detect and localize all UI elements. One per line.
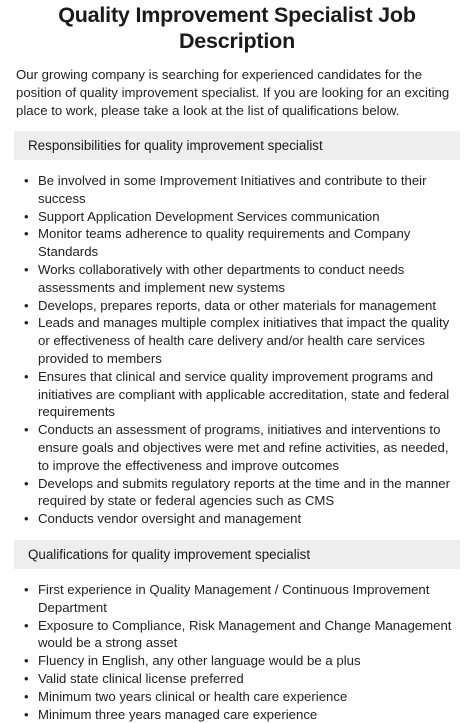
bullet-icon: •: [24, 475, 29, 491]
bullet-icon: •: [24, 581, 29, 597]
list-item-text: Support Application Development Services communication: [38, 208, 380, 224]
qualifications-heading: Qualifications for quality improvement specialist: [14, 540, 460, 569]
bullet-icon: •: [24, 653, 29, 669]
bullet-icon: •: [24, 173, 29, 188]
list-item: [24, 475, 458, 511]
list-item-text: Develops, prepares reports, data or other materials for management: [38, 297, 437, 313]
bullet-icon: •: [24, 297, 29, 313]
bullet-icon: •: [24, 315, 29, 331]
list-item-text: Leads and manages multiple complex initiatives that impact the quality or effectiveness of health care delivery and/or health care services provided to members: [38, 315, 450, 366]
list-item: [24, 314, 458, 367]
list-item: [24, 706, 458, 723]
qualifications-list: [16, 581, 458, 723]
list-item-text: Works collaboratively with other departments to conduct needs assessments and implement new systems: [38, 261, 405, 295]
bullet-icon: •: [24, 688, 29, 704]
list-item-text: Minimum three years managed care experience: [38, 706, 318, 722]
bullet-icon: •: [24, 261, 29, 277]
list-item: [24, 225, 458, 261]
list-item: [24, 208, 458, 226]
list-item: [24, 670, 458, 688]
list-item-text: Valid state clinical license preferred: [38, 670, 244, 686]
list-item-text: Develops and submits regulatory reports at the time and in the manner required by state or federal agencies such as CMS: [38, 475, 450, 509]
list-item: [24, 510, 458, 528]
list-item: [24, 172, 458, 208]
bullet-icon: •: [24, 511, 29, 527]
bullet-icon: •: [24, 617, 29, 633]
list-item-text: Exposure to Compliance, Risk Management and Change Management would be a strong asset: [38, 617, 452, 651]
responsibilities-list: [16, 172, 458, 528]
list-item: [24, 581, 458, 617]
list-item-text: Be involved in some Improvement Initiatives and contribute to their success: [38, 173, 427, 206]
list-item-text: Conducts an assessment of programs, initiatives and interventions to ensure goals and objectives were met and refine activities, as needed, to improve the effectiveness and improve outcomes: [38, 422, 449, 473]
bullet-icon: •: [24, 208, 29, 224]
list-item: [24, 652, 458, 670]
list-item: [24, 688, 458, 706]
list-item-text: Fluency in English, any other language would be a plus: [38, 653, 361, 669]
list-item-text: Minimum two years clinical or health care experience: [38, 688, 348, 704]
page-title: Quality Improvement Specialist Job Description: [58, 3, 416, 53]
bullet-icon: •: [24, 422, 29, 438]
list-item-text: First experience in Quality Management / Continuous Improvement Department: [38, 581, 430, 615]
bullet-icon: •: [24, 706, 29, 722]
list-item: [24, 261, 458, 297]
bullet-icon: •: [24, 368, 29, 384]
list-item-text: Monitor teams adherence to quality requirements and Company Standards: [38, 226, 411, 260]
list-item: [24, 368, 458, 421]
responsibilities-heading: Responsibilities for quality improvement specialist: [14, 131, 460, 160]
intro-paragraph: Our growing company is searching for experienced candidates for the position of quality improvement specialist. If you are looking for an exciting place to work, please take a look at the list of qualifications below.: [16, 67, 450, 118]
list-item: [24, 421, 458, 474]
bullet-icon: •: [24, 226, 29, 242]
list-item: [24, 617, 458, 653]
list-item-text: Conducts vendor oversight and management: [38, 511, 302, 527]
list-item: [24, 297, 458, 315]
list-item-text: Ensures that clinical and service quality improvement programs and initiatives are compliant with applicable accreditation, state and federal requirements: [38, 368, 450, 420]
bullet-icon: •: [24, 670, 29, 686]
